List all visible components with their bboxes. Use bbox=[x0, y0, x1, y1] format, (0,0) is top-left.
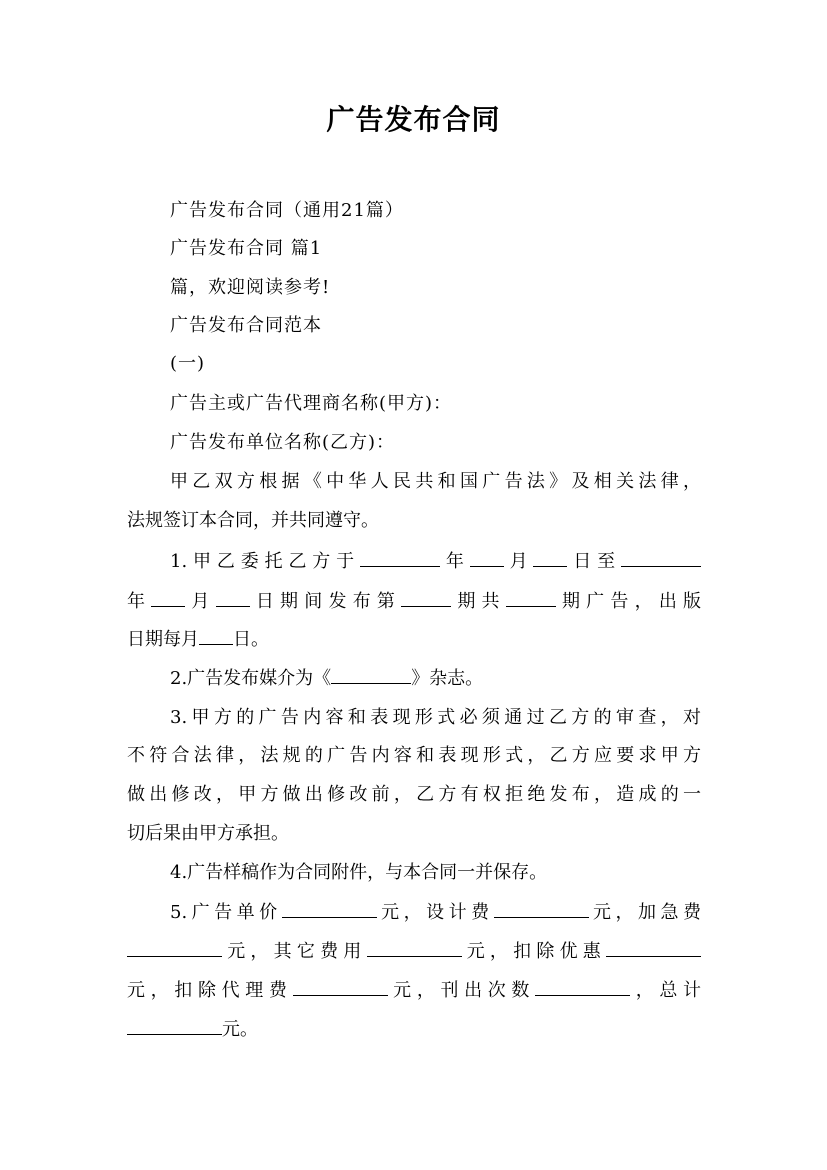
preamble-line: 法规签订本合同，并共同遵守。 bbox=[127, 510, 379, 531]
blank-field bbox=[470, 548, 504, 567]
clause-3-line: 3.甲方的广告内容和表现形式必须通过乙方的审查，对 bbox=[170, 707, 701, 728]
blank-field bbox=[401, 588, 451, 607]
blank-field bbox=[293, 977, 388, 996]
clause-4-line: 4.广告样稿作为合同附件，与本合同一并保存。 bbox=[170, 862, 548, 883]
blank-field bbox=[282, 899, 377, 918]
clause-text: 元，加急费 bbox=[588, 902, 702, 923]
blank-field bbox=[606, 938, 701, 957]
blank-field bbox=[535, 977, 630, 996]
clause-1-line bbox=[127, 588, 701, 615]
clause-text: 元，扣除代理费 bbox=[127, 980, 293, 1001]
clause-text: 月 bbox=[503, 551, 534, 572]
blank-field bbox=[621, 548, 701, 567]
blank-field bbox=[360, 548, 440, 567]
blank-field bbox=[127, 938, 222, 957]
clause-text: 年 bbox=[440, 551, 470, 572]
intro-line: 广告发布合同（通用21篇） bbox=[170, 200, 404, 221]
clause-text: 1.甲乙委托乙方于 bbox=[170, 551, 361, 572]
blank-field bbox=[127, 1016, 222, 1035]
blank-field bbox=[533, 548, 567, 567]
clause-text: 日。 bbox=[233, 629, 269, 650]
clause-text: 元，设计费 bbox=[376, 902, 494, 923]
clause-5-line bbox=[127, 938, 701, 965]
clause-3-line: 做出修改，甲方做出修改前，乙方有权拒绝发布，造成的一 bbox=[127, 784, 701, 805]
clause-text: 元，扣除优惠 bbox=[461, 941, 606, 962]
clause-text: 年 bbox=[127, 591, 152, 612]
clause-5-line bbox=[127, 977, 701, 1004]
intro-line: 广告主或广告代理商名称(甲方)： bbox=[170, 393, 453, 414]
blank-field bbox=[367, 938, 462, 957]
clause-text: 元，其它费用 bbox=[222, 941, 367, 962]
blank-field bbox=[494, 899, 589, 918]
blank-field bbox=[151, 588, 185, 607]
intro-line: 篇，欢迎阅读参考! bbox=[170, 277, 331, 298]
clause-text: 月 bbox=[185, 591, 216, 612]
clause-text: 日期每月 bbox=[127, 629, 199, 650]
clause-3-line: 切后果由甲方承担。 bbox=[127, 823, 289, 844]
clause-text: 元。 bbox=[222, 1019, 258, 1040]
clause-1-line bbox=[127, 626, 701, 653]
clause-text: 5.广告单价 bbox=[170, 902, 282, 923]
blank-field bbox=[506, 588, 556, 607]
intro-line: 广告发布合同范本 bbox=[170, 315, 322, 336]
clause-text: 日期间发布第 bbox=[249, 591, 402, 612]
clause-text: 》杂志。 bbox=[411, 668, 484, 689]
clause-5-line bbox=[170, 899, 701, 926]
blank-field bbox=[199, 626, 233, 645]
clause-3-line: 不符合法律，法规的广告内容和表现形式，乙方应要求甲方 bbox=[127, 745, 701, 766]
intro-line: 广告发布合同 篇1 bbox=[170, 238, 323, 259]
clause-1-line bbox=[170, 548, 701, 575]
clause-text: 元，刊出次数 bbox=[387, 980, 536, 1001]
clause-text: 日至 bbox=[567, 551, 622, 572]
intro-line: (一) bbox=[170, 353, 206, 374]
clause-text: 期广告，出版 bbox=[555, 591, 702, 612]
clause-text: 2.广告发布媒介为《 bbox=[170, 668, 332, 689]
clause-2-line bbox=[170, 665, 701, 692]
preamble-line: 甲乙双方根据《中华人民共和国广告法》及相关法律， bbox=[170, 471, 701, 492]
clause-5-line bbox=[127, 1016, 701, 1043]
blank-field bbox=[331, 665, 411, 684]
document-title: 广告发布合同 bbox=[326, 103, 501, 136]
clause-text: ，总计 bbox=[630, 980, 702, 1001]
intro-line: 广告发布单位名称(乙方)： bbox=[170, 432, 396, 453]
blank-field bbox=[216, 588, 250, 607]
clause-text: 期共 bbox=[451, 591, 506, 612]
